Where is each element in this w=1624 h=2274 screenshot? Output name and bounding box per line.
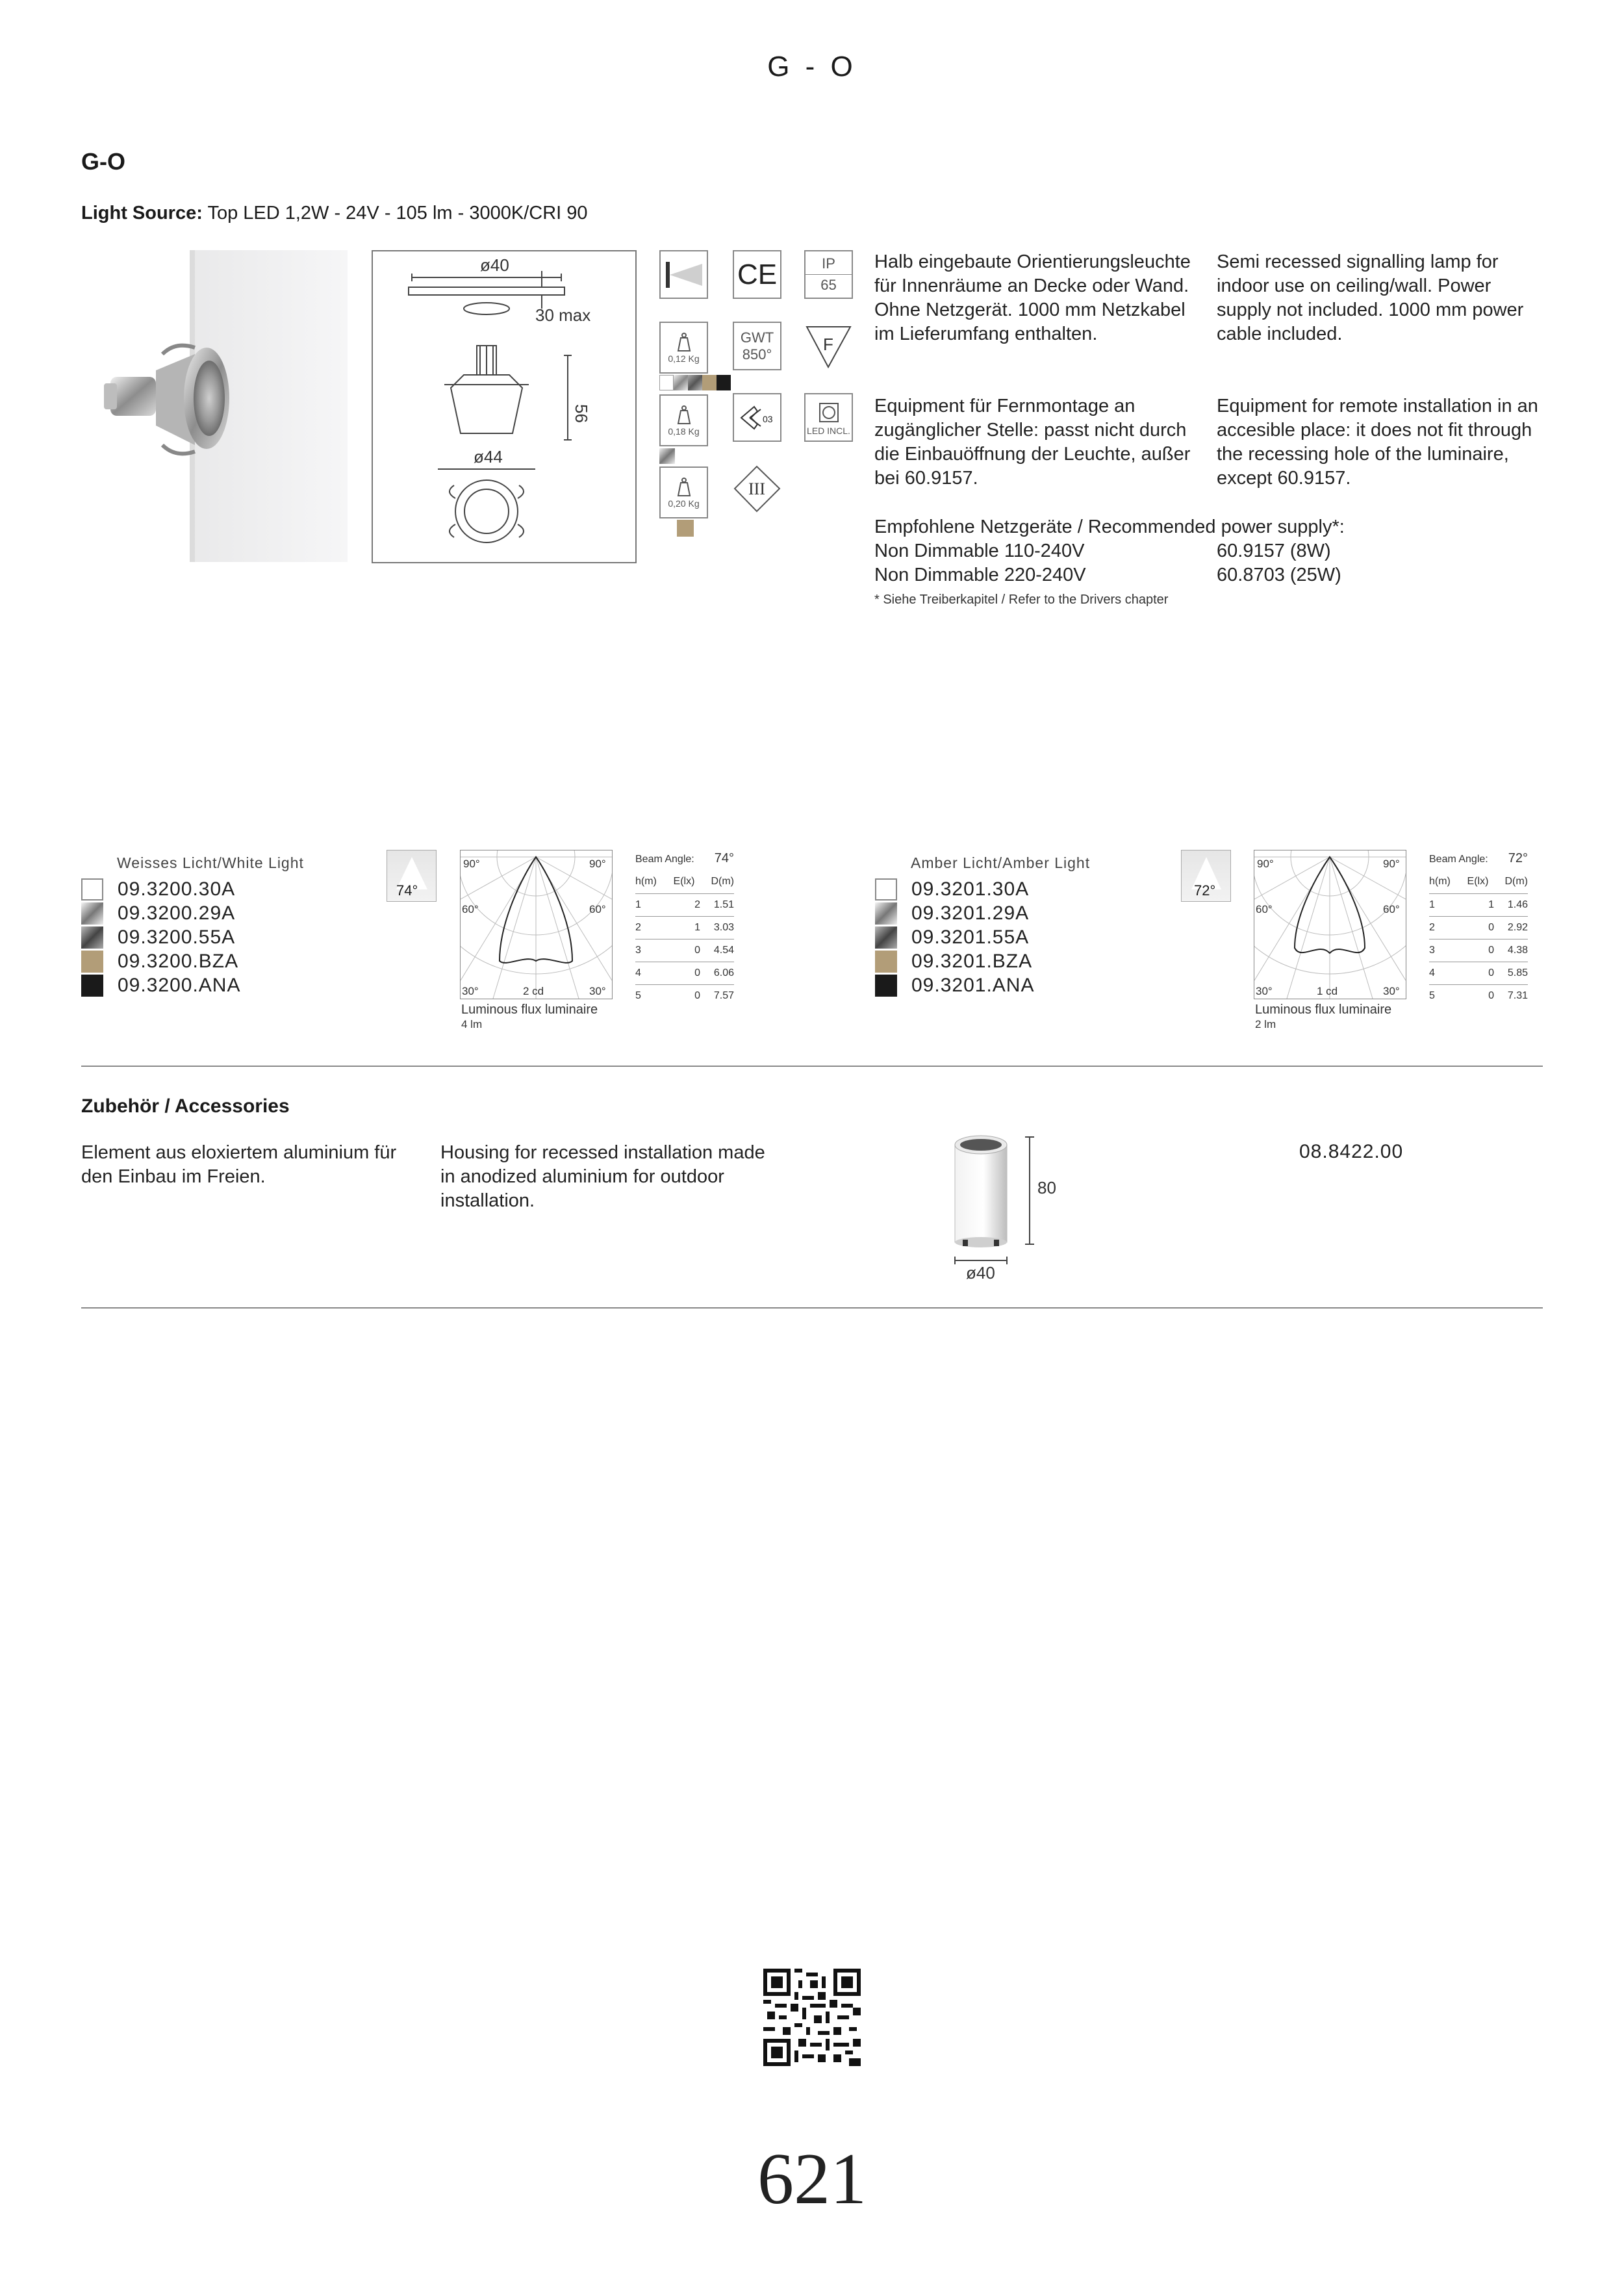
white-beam-angle: Beam Angle: 74° bbox=[635, 851, 734, 865]
weight-icon-1 bbox=[659, 322, 708, 374]
f-mark-icon bbox=[804, 322, 853, 370]
amber-polar-bm: 1 cd bbox=[1317, 985, 1338, 997]
amber-light-codes bbox=[875, 877, 1034, 997]
white-variant-ana: 09.3200.ANA bbox=[81, 973, 240, 997]
amber-variant-bza: 09.3201.BZA bbox=[875, 949, 1034, 973]
finish-strip bbox=[659, 375, 731, 390]
amber-table-header: h(m) E(lx) D(m) bbox=[1429, 871, 1528, 893]
amber-polar-tr: 90° bbox=[1383, 858, 1400, 870]
weight-icon-3 bbox=[659, 466, 708, 518]
power-row-1-code: 60.9157 (8W) bbox=[1217, 541, 1331, 561]
f-mark-label: F bbox=[823, 335, 833, 354]
amber-polar-tl: 90° bbox=[1257, 858, 1274, 870]
table-row: 5 0 7.31 bbox=[1429, 990, 1528, 1001]
dim-top-label: ø40 bbox=[480, 255, 509, 275]
white-variant-30a: 09.3200.30A bbox=[81, 877, 240, 901]
product-title: G-O bbox=[81, 148, 125, 175]
table-row: 3 0 4.54 bbox=[635, 939, 734, 962]
white-polar-ml: 60° bbox=[462, 903, 479, 915]
amber-flux-value: 2 lm bbox=[1255, 1018, 1276, 1030]
dim-height-label: 56 bbox=[572, 404, 591, 423]
finish-bronze-marker bbox=[677, 520, 694, 537]
chrome-swatch bbox=[875, 902, 897, 925]
amber-polar-chart bbox=[1254, 850, 1406, 999]
white-table-header: h(m) E(lx) D(m) bbox=[635, 871, 734, 893]
power-row-2-label: Non Dimmable 220-240V bbox=[874, 565, 1086, 585]
power-row-1-label: Non Dimmable 110-240V bbox=[874, 541, 1085, 561]
power-supply-title: Empfohlene Netzgeräte / Recommended power supply*: bbox=[874, 517, 1345, 537]
led-included-label: LED INCL. bbox=[807, 425, 850, 436]
finish-chrome-swatch bbox=[674, 375, 688, 390]
white-light-title: Weisses Licht/White Light bbox=[117, 854, 304, 871]
dim-bottom-label: ø44 bbox=[474, 447, 503, 466]
bronze-swatch bbox=[875, 951, 897, 973]
dali-icon bbox=[733, 393, 781, 442]
ce-mark-icon: CE bbox=[733, 250, 781, 299]
white-swatch bbox=[875, 878, 897, 901]
drivers-footnote: * Siehe Treiberkapitel / Refer to the Drivers chapter bbox=[874, 593, 1169, 607]
table-row: 1 2 1.51 bbox=[635, 893, 734, 916]
light-source-label: Light Source: bbox=[81, 203, 203, 224]
black-swatch bbox=[81, 975, 103, 997]
light-source-value: Top LED 1,2W - 24V - 105 lm - 3000K/CRI 90 bbox=[207, 203, 588, 224]
description-en-2: Equipment for remote installation in an accesible place: it does not fit through the recessing hole of the luminaire, except 60.9157. bbox=[1217, 396, 1538, 489]
white-variant-29a: 09.3200.29A bbox=[81, 901, 240, 925]
white-flux-value: 4 lm bbox=[461, 1018, 483, 1030]
led-included-icon bbox=[804, 393, 853, 442]
page-header-title: G - O bbox=[767, 51, 857, 83]
qr-code[interactable] bbox=[763, 1969, 861, 2066]
table-row: 4 0 5.85 bbox=[1429, 962, 1528, 984]
nickel-swatch bbox=[81, 926, 103, 949]
class-iii-icon bbox=[733, 465, 781, 513]
finish-nickel-swatch bbox=[688, 375, 702, 390]
power-row-2-code: 60.8703 (25W) bbox=[1217, 565, 1341, 585]
amber-beam-icon-angle: 72° bbox=[1194, 882, 1216, 899]
white-beam-table bbox=[635, 871, 734, 1007]
accessory-description-de: Element aus eloxiertem aluminium für den Einbau im Freien. bbox=[81, 1142, 397, 1187]
accessory-housing-drawing bbox=[942, 1131, 1059, 1286]
nickel-swatch bbox=[875, 926, 897, 949]
product-photo bbox=[97, 250, 348, 562]
white-polar-tr: 90° bbox=[589, 858, 606, 870]
beam-direction-icon bbox=[659, 250, 708, 299]
dim-depth-label: 30 max bbox=[535, 305, 591, 325]
table-row: 1 1 1.46 bbox=[1429, 893, 1528, 916]
amber-polar-ml: 60° bbox=[1256, 903, 1273, 915]
chrome-swatch bbox=[81, 902, 103, 925]
white-variant-bza: 09.3200.BZA bbox=[81, 949, 240, 973]
white-polar-bm: 2 cd bbox=[523, 985, 544, 997]
accessories-title: Zubehör / Accessories bbox=[81, 1095, 290, 1117]
white-polar-br: 30° bbox=[589, 985, 606, 997]
ip-label: IP bbox=[822, 255, 835, 272]
white-polar-chart bbox=[460, 850, 613, 999]
bronze-swatch bbox=[81, 951, 103, 973]
amber-variant-55a: 09.3201.55A bbox=[875, 925, 1034, 949]
white-beam-icon-angle: 74° bbox=[396, 882, 418, 899]
table-row: 5 0 7.57 bbox=[635, 990, 734, 1001]
weight-label-1: 0,12 Kg bbox=[668, 353, 700, 364]
section-divider-bottom bbox=[81, 1307, 1543, 1309]
weight-label-3: 0,20 Kg bbox=[668, 498, 700, 509]
finish-chrome-marker bbox=[659, 448, 675, 464]
white-flux-label: Luminous flux luminaire bbox=[461, 1003, 598, 1017]
amber-light-title: Amber Licht/Amber Light bbox=[911, 854, 1091, 871]
amber-beam-angle: Beam Angle: 72° bbox=[1429, 851, 1528, 865]
amber-variant-29a: 09.3201.29A bbox=[875, 901, 1034, 925]
amber-beam-table bbox=[1429, 871, 1528, 1007]
description-en-1: Semi recessed signalling lamp for indoor use on ceiling/wall. Power supply not included. 1000 mm power cable included. bbox=[1217, 251, 1524, 344]
ip-rating-icon bbox=[804, 250, 853, 299]
gwt-icon bbox=[733, 322, 781, 370]
amber-flux-label: Luminous flux luminaire bbox=[1255, 1003, 1392, 1017]
table-row: 2 0 2.92 bbox=[1429, 916, 1528, 939]
accessory-height-label: 80 bbox=[1037, 1178, 1056, 1197]
white-swatch bbox=[81, 878, 103, 901]
black-swatch bbox=[875, 975, 897, 997]
white-polar-mr: 60° bbox=[589, 903, 606, 915]
amber-variant-30a: 09.3201.30A bbox=[875, 877, 1034, 901]
weight-label-2: 0,18 Kg bbox=[668, 426, 700, 437]
dali-label: 03 bbox=[762, 413, 773, 424]
technical-drawing bbox=[372, 250, 637, 563]
amber-polar-br: 30° bbox=[1383, 985, 1400, 997]
table-row: 3 0 4.38 bbox=[1429, 939, 1528, 962]
weight-icon-2 bbox=[659, 394, 708, 446]
finish-bronze-swatch bbox=[702, 375, 717, 390]
gwt-value: 850° bbox=[742, 346, 772, 363]
accessory-diameter-label: ø40 bbox=[966, 1263, 995, 1283]
table-row: 4 0 6.06 bbox=[635, 962, 734, 984]
white-polar-bl: 30° bbox=[462, 985, 479, 997]
white-variant-55a: 09.3200.55A bbox=[81, 925, 240, 949]
amber-variant-ana: 09.3201.ANA bbox=[875, 973, 1034, 997]
amber-polar-mr: 60° bbox=[1383, 903, 1400, 915]
white-light-codes bbox=[81, 877, 240, 997]
gwt-label: GWT bbox=[740, 329, 774, 346]
finish-white-swatch bbox=[659, 375, 674, 390]
page-number: 621 bbox=[757, 2139, 867, 2219]
light-source-line bbox=[81, 203, 588, 224]
description-de-1: Halb eingebaute Orientierungsleuchte für Innenräume an Decke oder Wand. Ohne Netzgerät. 1000 mm Netzkabel im Lieferumfang enthalten. bbox=[874, 251, 1191, 344]
amber-polar-bl: 30° bbox=[1256, 985, 1273, 997]
accessory-code: 08.8422.00 bbox=[1299, 1141, 1404, 1162]
section-divider-top bbox=[81, 1066, 1543, 1067]
table-row: 2 1 3.03 bbox=[635, 916, 734, 939]
accessory-description-en: Housing for recessed installation made in anodized aluminium for outdoor installation. bbox=[440, 1142, 765, 1211]
description-de-2: Equipment für Fernmontage an zugänglicher Stelle: passt nicht durch die Einbauöffnung der Leuchte, außer bei 60.9157. bbox=[874, 396, 1191, 489]
white-polar-tl: 90° bbox=[463, 858, 480, 870]
class-iii-label: III bbox=[748, 479, 765, 498]
finish-black-swatch bbox=[717, 375, 731, 390]
ip-value: 65 bbox=[820, 277, 837, 294]
